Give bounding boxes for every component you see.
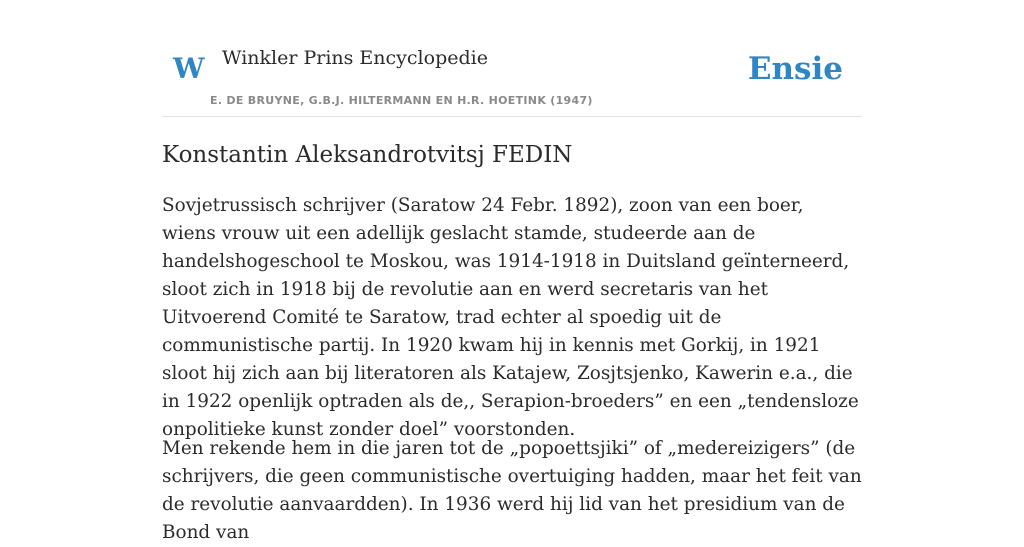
logo-w-icon[interactable]: W [173,52,205,85]
brand-logo[interactable]: Ensie [747,51,843,87]
page [162,0,862,543]
article-title: Konstantin Aleksandrotvitsj FEDIN [162,142,573,168]
authors-line: E. DE BRUYNE, G.B.J. HILTERMANN EN H.R. HOETINK (1947) [210,94,593,107]
article-paragraph: Sovjetrussisch schrijver (Saratow 24 Febr. 1892), zoon van een boer, wiens vrouw uit een adellijk geslacht stamde, studeerde aan de handelshogeschool te Moskou, was 1914-1918 in Duitsland geïnterneerd, sloot zich in 1918 bij de revolutie aan en werd secretaris van het Uitvoerend Comité te Saratow, trad echter al spoedig uit de communistische partij. In 1920 kwam hij in kennis met Gorkij, in 1921 sloot hij zich aan bij literatoren als Katajew, Zosjtsjenko, Kawerin e.a., die in 1922 openlijk optraden als de,, Serapion-broeders” en een „tendensloze onpolitieke kunst zonder doel” voorstonden. [162,195,859,440]
article-paragraph: Men rekende hem in die jaren tot de „popoettsjiki” of „medereizigers” (de schrijvers, die geen communistische overtuiging hadden, maar het feit van de revolutie aanvaardden). In 1936 werd hij lid van het presidium van de Bond van [162,438,862,543]
site-header [162,0,862,117]
site-title[interactable]: Winkler Prins Encyclopedie [222,47,488,69]
